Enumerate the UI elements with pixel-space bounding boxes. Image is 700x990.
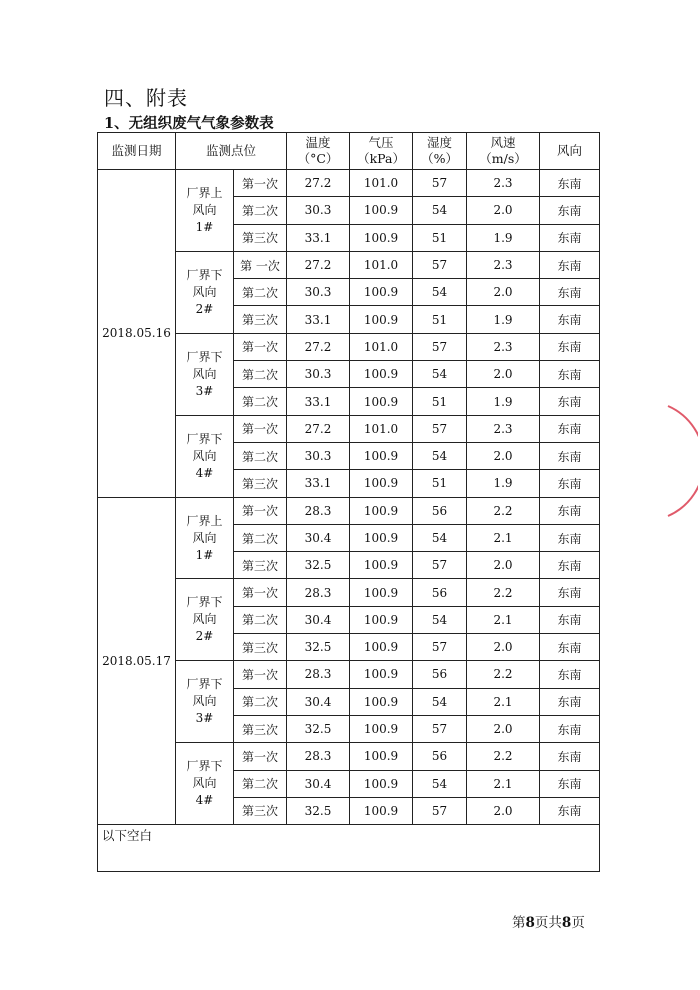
pressure-cell: 100.9 [350, 743, 413, 770]
temp-cell: 33.1 [287, 306, 350, 333]
stamp-arc [668, 406, 698, 516]
wind-dir-cell: 东南 [540, 797, 600, 824]
header-temp: 温度 （°C） [287, 133, 350, 170]
wind-dir-cell: 东南 [540, 251, 600, 278]
humidity-cell: 57 [413, 552, 467, 579]
humidity-cell: 57 [413, 415, 467, 442]
sample-time-cell: 第二次 [234, 361, 287, 388]
monitoring-point-cell: 厂界下风向 4# [176, 743, 234, 825]
humidity-cell: 57 [413, 333, 467, 360]
pressure-cell: 100.9 [350, 497, 413, 524]
sample-time-cell: 第一次 [234, 170, 287, 197]
header-date: 监测日期 [98, 133, 176, 170]
humidity-cell: 56 [413, 579, 467, 606]
temp-cell: 28.3 [287, 743, 350, 770]
humidity-cell: 51 [413, 470, 467, 497]
header-wind-dir: 风向 [540, 133, 600, 170]
humidity-cell: 56 [413, 743, 467, 770]
pressure-cell: 100.9 [350, 661, 413, 688]
temp-cell: 28.3 [287, 579, 350, 606]
pressure-cell: 101.0 [350, 333, 413, 360]
sample-time-cell: 第一次 [234, 497, 287, 524]
wind-dir-cell: 东南 [540, 388, 600, 415]
temp-cell: 27.2 [287, 333, 350, 360]
wind-speed-cell: 2.0 [467, 197, 540, 224]
wind-dir-cell: 东南 [540, 715, 600, 742]
pressure-cell: 101.0 [350, 415, 413, 442]
section-title: 四、附表 [104, 86, 188, 110]
blank-note: 以下空白 [98, 825, 600, 872]
humidity-cell: 54 [413, 361, 467, 388]
sample-time-cell: 第一次 [234, 415, 287, 442]
sample-time-cell: 第二次 [234, 770, 287, 797]
temp-cell: 30.3 [287, 442, 350, 469]
temp-cell: 30.3 [287, 197, 350, 224]
date-cell: 2018.05.16 [98, 170, 176, 498]
wind-speed-cell: 2.2 [467, 497, 540, 524]
wind-speed-cell: 1.9 [467, 470, 540, 497]
temp-cell: 33.1 [287, 388, 350, 415]
wind-speed-cell: 2.3 [467, 251, 540, 278]
wind-dir-cell: 东南 [540, 497, 600, 524]
wind-speed-cell: 2.1 [467, 688, 540, 715]
wind-dir-cell: 东南 [540, 415, 600, 442]
monitoring-point-cell: 厂界下风向 3# [176, 333, 234, 415]
pressure-cell: 100.9 [350, 442, 413, 469]
temp-cell: 27.2 [287, 415, 350, 442]
sample-time-cell: 第一次 [234, 579, 287, 606]
wind-dir-cell: 东南 [540, 279, 600, 306]
sample-time-cell: 第二次 [234, 524, 287, 551]
temp-cell: 30.3 [287, 361, 350, 388]
pressure-cell: 100.9 [350, 797, 413, 824]
wind-dir-cell: 东南 [540, 688, 600, 715]
humidity-cell: 54 [413, 524, 467, 551]
humidity-cell: 51 [413, 306, 467, 333]
wind-speed-cell: 2.0 [467, 797, 540, 824]
humidity-cell: 51 [413, 224, 467, 251]
header-row [98, 133, 600, 170]
sample-time-cell: 第三次 [234, 306, 287, 333]
sample-time-cell: 第三次 [234, 797, 287, 824]
temp-cell: 28.3 [287, 497, 350, 524]
humidity-cell: 54 [413, 197, 467, 224]
sample-time-cell: 第三次 [234, 634, 287, 661]
sample-time-cell: 第一次 [234, 333, 287, 360]
wind-speed-cell: 2.0 [467, 442, 540, 469]
humidity-cell: 57 [413, 170, 467, 197]
weather-params-table [97, 132, 600, 872]
wind-speed-cell: 2.0 [467, 279, 540, 306]
humidity-cell: 51 [413, 388, 467, 415]
wind-speed-cell: 2.1 [467, 524, 540, 551]
temp-cell: 28.3 [287, 661, 350, 688]
wind-speed-cell: 2.0 [467, 715, 540, 742]
pressure-cell: 100.9 [350, 388, 413, 415]
wind-dir-cell: 东南 [540, 442, 600, 469]
humidity-cell: 56 [413, 661, 467, 688]
humidity-cell: 57 [413, 251, 467, 278]
wind-dir-cell: 东南 [540, 552, 600, 579]
humidity-cell: 54 [413, 688, 467, 715]
monitoring-point-cell: 厂界下风向 3# [176, 661, 234, 743]
pressure-cell: 101.0 [350, 170, 413, 197]
sample-time-cell: 第三次 [234, 552, 287, 579]
temp-cell: 27.2 [287, 251, 350, 278]
sample-time-cell: 第三次 [234, 470, 287, 497]
pressure-cell: 100.9 [350, 279, 413, 306]
pressure-cell: 100.9 [350, 715, 413, 742]
pressure-cell: 100.9 [350, 524, 413, 551]
wind-speed-cell: 2.3 [467, 170, 540, 197]
wind-speed-cell: 2.0 [467, 634, 540, 661]
pressure-cell: 101.0 [350, 251, 413, 278]
temp-cell: 30.3 [287, 279, 350, 306]
sample-time-cell: 第一次 [234, 661, 287, 688]
monitoring-point-cell: 厂界下风向 2# [176, 251, 234, 333]
page-footer: 第8页共8页 [512, 915, 585, 931]
wind-speed-cell: 1.9 [467, 306, 540, 333]
sample-time-cell: 第一次 [234, 743, 287, 770]
monitoring-point-cell: 厂界上风向 1# [176, 497, 234, 579]
humidity-cell: 54 [413, 770, 467, 797]
wind-dir-cell: 东南 [540, 606, 600, 633]
wind-dir-cell: 东南 [540, 579, 600, 606]
wind-dir-cell: 东南 [540, 333, 600, 360]
sample-time-cell: 第二次 [234, 279, 287, 306]
pressure-cell: 100.9 [350, 197, 413, 224]
temp-cell: 32.5 [287, 797, 350, 824]
temp-cell: 32.5 [287, 634, 350, 661]
humidity-cell: 56 [413, 497, 467, 524]
date-cell: 2018.05.17 [98, 497, 176, 825]
wind-speed-cell: 2.1 [467, 770, 540, 797]
wind-dir-cell: 东南 [540, 470, 600, 497]
temp-cell: 30.4 [287, 524, 350, 551]
company-seal-stamp [598, 396, 698, 526]
wind-dir-cell: 东南 [540, 361, 600, 388]
temp-cell: 32.5 [287, 715, 350, 742]
pressure-cell: 100.9 [350, 579, 413, 606]
wind-speed-cell: 1.9 [467, 388, 540, 415]
wind-dir-cell: 东南 [540, 634, 600, 661]
sample-time-cell: 第三次 [234, 715, 287, 742]
humidity-cell: 54 [413, 442, 467, 469]
stamp-text [697, 454, 698, 484]
temp-cell: 32.5 [287, 552, 350, 579]
header-humidity: 湿度 （%） [413, 133, 467, 170]
pressure-cell: 100.9 [350, 688, 413, 715]
pressure-cell: 100.9 [350, 634, 413, 661]
table-title: 1、无组织废气气象参数表 [104, 115, 274, 132]
wind-speed-cell: 2.1 [467, 606, 540, 633]
wind-dir-cell: 东南 [540, 770, 600, 797]
wind-dir-cell: 东南 [540, 306, 600, 333]
sample-time-cell: 第二次 [234, 688, 287, 715]
monitoring-point-cell: 厂界上风向 1# [176, 170, 234, 252]
sample-time-cell: 第三次 [234, 224, 287, 251]
temp-cell: 33.1 [287, 224, 350, 251]
table-row [98, 170, 600, 197]
sample-time-cell: 第二次 [234, 388, 287, 415]
temp-cell: 30.4 [287, 770, 350, 797]
wind-speed-cell: 2.0 [467, 361, 540, 388]
pressure-cell: 100.9 [350, 770, 413, 797]
header-pressure: 气压 （kPa） [350, 133, 413, 170]
wind-dir-cell: 东南 [540, 170, 600, 197]
temp-cell: 30.4 [287, 606, 350, 633]
wind-speed-cell: 2.2 [467, 743, 540, 770]
wind-dir-cell: 东南 [540, 743, 600, 770]
wind-dir-cell: 东南 [540, 661, 600, 688]
wind-speed-cell: 2.3 [467, 415, 540, 442]
pressure-cell: 100.9 [350, 224, 413, 251]
temp-cell: 33.1 [287, 470, 350, 497]
table-row [98, 497, 600, 524]
wind-dir-cell: 东南 [540, 224, 600, 251]
temp-cell: 27.2 [287, 170, 350, 197]
monitoring-point-cell: 厂界下风向 2# [176, 579, 234, 661]
pressure-cell: 100.9 [350, 306, 413, 333]
sample-time-cell: 第二次 [234, 442, 287, 469]
humidity-cell: 57 [413, 797, 467, 824]
header-point: 监测点位 [176, 133, 287, 170]
humidity-cell: 57 [413, 715, 467, 742]
wind-speed-cell: 2.3 [467, 333, 540, 360]
pressure-cell: 100.9 [350, 552, 413, 579]
header-wind-speed: 风速 （m/s） [467, 133, 540, 170]
sample-time-cell: 第 一次 [234, 251, 287, 278]
blank-note-row [98, 825, 600, 872]
wind-dir-cell: 东南 [540, 197, 600, 224]
wind-speed-cell: 1.9 [467, 224, 540, 251]
wind-speed-cell: 2.2 [467, 579, 540, 606]
humidity-cell: 54 [413, 606, 467, 633]
pressure-cell: 100.9 [350, 361, 413, 388]
monitoring-point-cell: 厂界下风向 4# [176, 415, 234, 497]
sample-time-cell: 第二次 [234, 197, 287, 224]
temp-cell: 30.4 [287, 688, 350, 715]
sample-time-cell: 第二次 [234, 606, 287, 633]
wind-dir-cell: 东南 [540, 524, 600, 551]
pressure-cell: 100.9 [350, 470, 413, 497]
humidity-cell: 54 [413, 279, 467, 306]
humidity-cell: 57 [413, 634, 467, 661]
pressure-cell: 100.9 [350, 606, 413, 633]
wind-speed-cell: 2.0 [467, 552, 540, 579]
wind-speed-cell: 2.2 [467, 661, 540, 688]
